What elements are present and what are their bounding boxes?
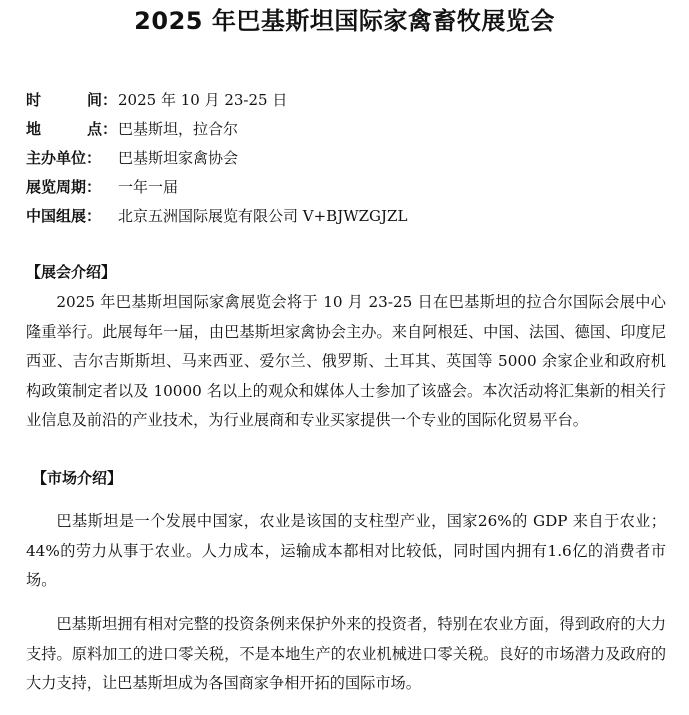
info-value: 巴基斯坦，拉合尔 [118,120,239,138]
info-label: 时间： [26,91,118,109]
exhibition-intro-heading: 【展会介绍】 [26,263,117,281]
exhibition-info [26,86,666,231]
market-intro-paragraph-2: 巴基斯坦拥有相对完整的投资条例来保护外来的投资者，特别在农业方面，得到政府的大力支持。原料加工的进口零关税，不是本地生产的农业机械进口零关税。良好的市场潜力及政府的大力支持，让巴基斯坦成为各国商家争相开拓的国际市场。 [26,615,666,692]
info-label: 主办单位： [26,149,102,167]
info-value: 一年一届 [118,178,179,196]
info-label: 地点： [26,120,118,138]
info-value: 北京五洲国际展览有限公司 V+BJWZGJZL [118,207,408,225]
exhibition-intro-paragraph: 2025 年巴基斯坦国际家禽展览会将于 10 月 23-25 日在巴基斯坦的拉合尔国际会展中心隆重举行。此展每年一届，由巴基斯坦家禽协会主办。来自阿根廷、中国、法国、德国、印度尼西亚、吉尔吉斯斯坦、马来西亚、爱尔兰、俄罗斯、土耳其、英国等 5000 余家企业和政府机构政策制定者以及 10000 名以上的观众和媒体人士参加了该盛会。本次活动将汇集新的相关行业信息及前沿的产业技术，为行业展商和专业买家提供一个专业的国际化贸易平台。 [26,293,666,429]
info-row-location [26,115,666,144]
info-value: 2025 年 10 月 23-25 日 [118,91,288,109]
info-row-organizer [26,144,666,173]
market-intro-paragraph-1: 巴基斯坦是一个发展中国家，农业是该国的支柱型产业，国家26%的 GDP 来自于农业；44%的劳力从事于农业。人力成本，运输成本都相对比较低，同时国内拥有1.6亿的消费者市场。 [26,512,666,589]
info-row-time [26,86,666,115]
page-title: 2025 年巴基斯坦国际家禽畜牧展览会 [134,7,555,35]
info-row-cycle [26,173,666,202]
market-intro-heading: 【市场介绍】 [32,469,123,487]
info-row-china-organizer [26,202,666,231]
info-value: 巴基斯坦家禽协会 [118,149,239,167]
info-label: 展览周期： [26,178,102,196]
info-label: 中国组展： [26,207,102,225]
